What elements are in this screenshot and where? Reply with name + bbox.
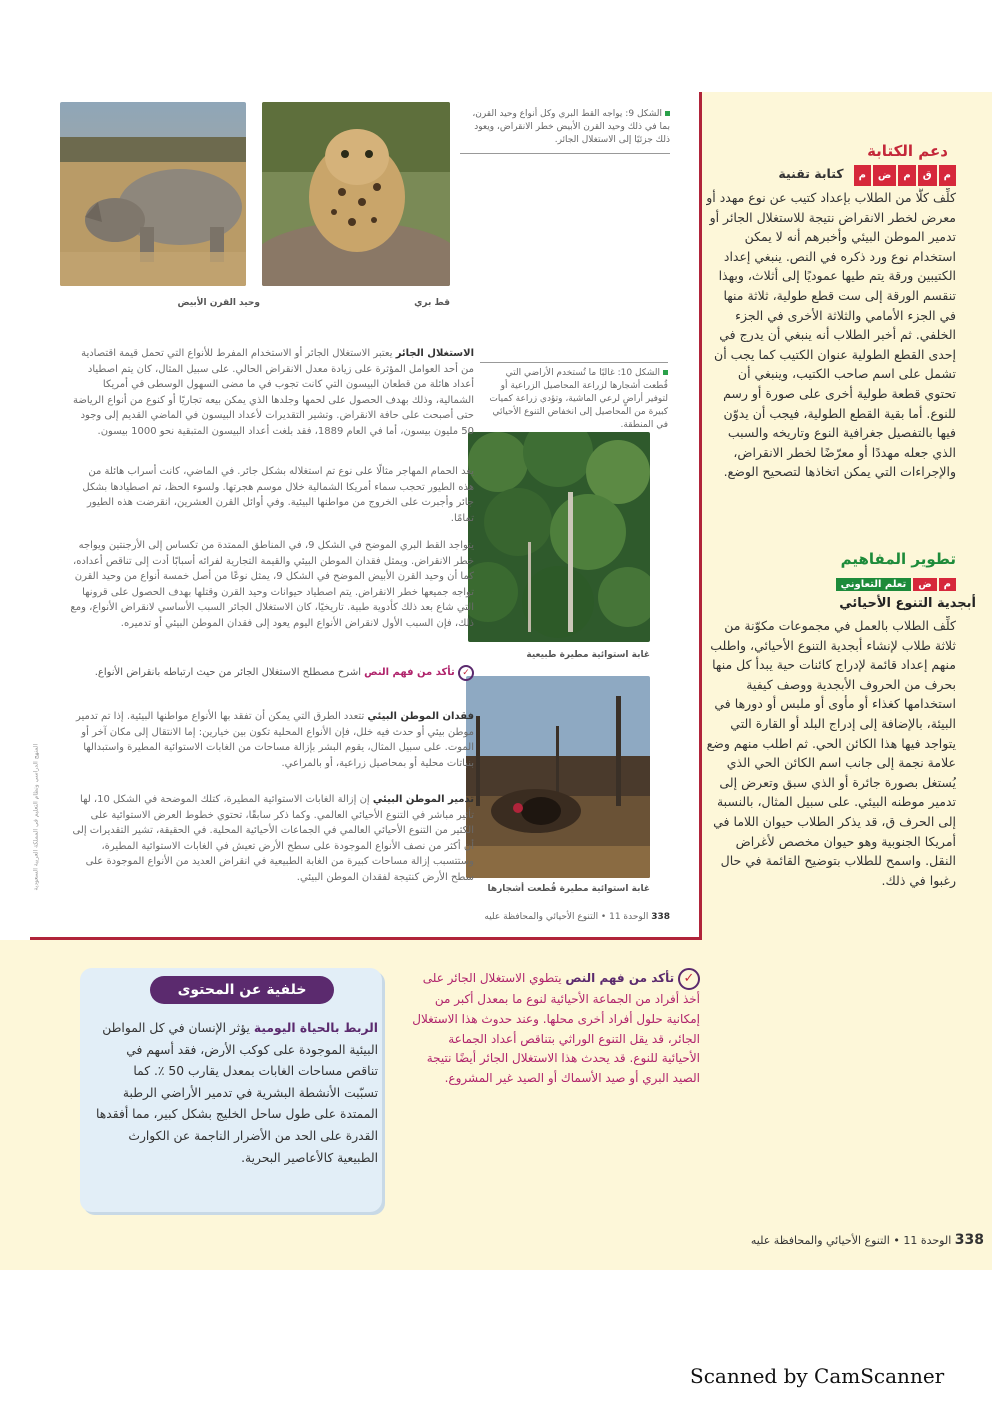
margin-print-note: المنهج الدراسي ونظام التعليم في المملكة العربية السعودية [32,743,40,891]
habitat-destruction-heading: تدمير الموطن البيئي [372,794,474,805]
writing-support-text: كلِّف كلًّا من الطلاب بإعداد كتيب عن نوع مهدد أو معرض لخطر الانقراض نتيجة للاستغلال الجائر أو تدمير الموطن البيئي وأخبرهم أنه لا يمكن استخدام نوع ورد ذكره في النص. ينبغي إعداد الكتيبين ورقة يتم طيها عموديًا إلى أثلاث، وبهذا تنقسم الورقة إلى ست قطع طولية، ثلاثة منها في الجزء الأمامي والثلاثة الأخرى في الجزء الخلفي. ثم أخبر الطلاب أنه ينبغي أن يدرج في إحدى القطع الطولية عنوان الكتيب كما يجب أن تشمل على اسم صاحب الكتيب، وينبغي أن تحتوي قطعة طولية أخرى على صورة أو رسم للنوع. أما بقية القطع الطولية، فيجب أن يدوّن فيها بالتفصيل جغرافية النوع وتاريخه والسبب الذي جعله مهددًا أو معرّضًا لخطر الانقراض، والإجراءات التي يمكن اتخاذها لتصحيح الوضع. [706,190,956,480]
tag-writing-0: م [939,165,956,186]
check-label: تأكد من فهم النص [364,667,455,678]
figure-marker-icon [663,370,668,375]
check-answer-block [410,968,700,1089]
content-background-box [80,968,382,1212]
writing-support-title: دعم الكتابة [867,142,948,160]
ocelot-label: قط بري [414,298,450,308]
content-background-text: الربط بالحياة اليومية يؤثر الإنسان في كل المواطن البيئية الموجودة على كوكب الأرض، فقد أسهم في تناقص مساحات الغابات بمعدل يقارب 50 ٪. كما تسبّبت الأنشطة البشرية في تدمير الأراضي الرطبة الممتدة على طول ساحل الخليج بشكل كبير، مما أفقدها القدرة على الحد من الأضرار الناجمة عن الكوارث الطبيعية كالأعاصير البحرية. [96,1021,378,1165]
check-answer: يتطوي الاستغلال الجائر على أخذ أفراد من الجماعة الأحيائية لنوع ما بمعدل أكبر من إمكانية حلول أفراد أخرى محلها. وعند حدوث هذا الاستغلال الجائر، قد يقل التنوع الوراثي بتناقص أعداد الجماعة الأحيائية للنوع. قد يحدث هذا الاستغلال الجائر أيضًا نتيجة الصيد البري أو صيد الأسماك أو الصيد غير المشروع. [412,971,700,1086]
habitat-loss-heading: فقدان الموطن البيئي [367,711,474,722]
bottom-footer [680,1232,984,1248]
textbook-page [30,92,702,940]
content-background-title: خلفية عن المحتوى [150,976,334,1004]
real-life-link: الربط بالحياة اليومية [253,1021,378,1035]
figure-10-caption: الشكل 10: غالبًا ما تُستخدم الأراضي التي قُطعت أشجارها لزراعة المحاصيل الزراعية أو لتوفير أراضٍ لرعي الماشية، وتؤدي زراعة كميات كبيرة من المحاصيل إلى انخفاض التنوع الأحيائي في المنطقة. [480,362,668,432]
concept-subtitle: أبجدية التنوع الأحيائي [839,596,976,611]
tag-writing-2: م [898,165,915,186]
writing-subtitle: كتابة تقنية [778,166,844,181]
concept-development-text: كلِّف الطلاب بالعمل في مجموعات مكوّنة من ثلاثة طلاب لإنشاء أبجدية التنوع الأحيائي، واطلب منهم إعداد قائمة لإدراج كائنات حية يبدأ كل منها بحرف من الحروف الأبجدية ووصف كيفية استخدامها كغذاء أو مأوى أو ملبس أو دورها في البيئة، بالإضافة إلى إدراج البلد أو القارة التي يتواجد فيها هذا الكائن الحي. ثم اطلب منهم وضع علامة نجمة إلى جانب اسم الكائن الحي الذي يُستغل بصورة جائرة أو الذي سبق وتعرض إلى تدمير موطنه البيئي. على سبيل المثال، بالنسبة إلى الحرف ق، قد يذكر الطلاب حيوان اللاما في أمريكا الجنوبية وهو حيوان مخصص لأغراض النقل. واسمح للطلاب بتوضيح القائمة في حال رغبوا في ذلك. [706,618,956,888]
deforested-photo [466,676,650,878]
tag-writing-3: ض [873,165,896,186]
tag-writing-4: م [854,165,871,186]
checkmark-icon: ✓ [678,968,700,990]
teacher-bottom-panel [0,940,992,1270]
habitat-destruction-section: تدمير الموطن البيئي إن إزالة الغابات الاستوائية المطيرة، كتلك الموضحة في الشكل 10، لها تأثير مباشر في التنوع الأحيائي العالمي. وكما ذكر سابقًا، تحتوي خطوط العرض الاستوائية على الكثير من التنوع الأحيائي العالمي في الجماعات الأحيائية المحلية. في الحقيقة، تشير التقديرات إلى أن أكثر من نصف الأنواع الموجودة على سطح الأرض تعيش في الغابات الاستوائية المطيرة، وستتسبب إزالة مساحات كبيرة من الغابة الطبيعية في انقراض العديد من الأنواع الموجودة على سطح الأرض كنتيجة لفقدان الموطن البيئي. [72,794,474,883]
rainforest-photo [468,432,650,642]
rhino-photo [60,102,246,286]
ocelot-rhino-paragraph: يتواجد القط البري الموضح في الشكل 9، في المناطق الممتدة من تكساس إلى الأرجنتين ويواجه خطر الانقراض. ويمثل فقدان الموطن البيئي والقيمة التجارية لفرائه أسبابًا أدت إلى تناقص أعداده، كما أن وحيد القرن الأبيض الموضح في الشكل 9، يمثل نوعًا من أصل خمسة أنواع من وحيد القرن تواجه جميعها خطر الانقراض. يتم اصطياد حيوانات وحيد القرن وقتلها بهدف الحصول على قرونها التي شاع بعد ذلك كأدوية طبية. تاريخيًا، كان الاستغلال الجائر السبب الأساسي لانقراض الأنواع، ومع ذلك، فإن السبب الأول لانقراض الأنواع اليوم يعود إلى فقدان الموطن البيئي أو تدميره. [70,540,474,629]
tag-concept-1: ض [913,578,936,591]
check-title: تأكد من فهم النص [565,971,675,985]
checkmark-icon: ✓ [458,665,474,681]
figure-9-caption: الشكل 9: يواجه القط البري وكل أنواع وحيد القرن، بما في ذلك وحيد القرن الأبيض خطر الانقراض، ويعود ذلك جزئيًا إلى الاستغلال الجائر. [460,108,670,154]
page-number: 338 [651,912,670,922]
check-question: ✓ تأكد من فهم النص اشرح مصطلح الاستغلال الجائر من حيث ارتباطه بانقراض الأنواع. [70,665,474,681]
ocelot-photo [262,102,450,286]
concept-tags-row [706,572,956,591]
writing-tags-row [706,164,956,186]
unit-label: الوحدة 11 • التنوع الأحيائي والمحافظة عليه [484,912,649,922]
tag-concept-0: م [939,578,956,591]
overexploitation-heading: الاستغلال الجائر [395,348,474,359]
unit-label: الوحدة 11 • التنوع الأحيائي والمحافظة عليه [750,1234,952,1247]
figure-marker-icon [665,111,670,116]
inner-footer [450,912,670,922]
tag-writing-1: ق [918,165,937,186]
teacher-sidebar [702,92,992,940]
passenger-pigeon-paragraph: يعد الحمام المهاجر مثالًا على نوع تم استغلاله بشكل جائر. في الماضي، كانت أسراب هائلة من هذه الطيور تحجب سماء أمريكا الشمالية خلال موسم هجرتها. ولسوء الحظ، تم اصطيادها بشكل جائر وأجبرت على الخروج من مواطنها البيئية. وفي أوائل القرن العشرين، انقرضت هذه الطيور تمامًا. [82,466,474,524]
rhino-label: وحيد القرن الأبيض [177,298,260,308]
concept-development-title: تطوير المفاهيم [840,550,956,568]
page-number: 338 [954,1232,984,1248]
overexploitation-section: الاستغلال الجائر يعتبر الاستغلال الجائر أو الاستخدام المفرط للأنواع التي تحمل قيمة اقتصادية من أحد العوامل المؤثرة على زيادة معدل الانقراض الحالي. على سبيل المثال، كان يتم اصطياد أعداد هائلة من قطعان البيسون التي كانت تجوب في ما مضى السهول الوسطى في أمريكا الشمالية، وذلك بهدف الحصول على لحمها وجلدها الذي يمكن بيعه تجاريًا أو كنوع من أنواع الرياضة حتى أصبحت على حافة الانقراض. وتشير التقديرات لأعداد البيسون في الماضي القديم إلى وجود 50 مليون بيسون، أما في العام 1889، فقد بلغت أعداد البيسون المتبقية نحو 1000 بيسون. [72,348,474,437]
tag-cooperative-learning: تعلم التعاوني [836,578,912,591]
habitat-loss-section: فقدان الموطن البيئي تتعدد الطرق التي يمكن أن تفقد بها الأنواع مواطنها البيئية. إذا تم تدمير موطن بيئي أو حدث فيه خلل، فإن الأنواع المحلية تكون بين خيارين: إما الانتقال إلى مكان آخر أو الموت. على سبيل المثال، يقوم البشر بإزالة مساحات من الغابات الاستوائية المطيرة واستبدالها بنباتات محلية أو بمحاصيل زراعية، أو بالمراعي. [75,711,474,769]
scanner-watermark: Scanned by CamScanner [690,1364,945,1388]
rainforest-label: غابة استوائية مطيرة طبيعية [526,650,650,660]
deforested-label: غابة استوائية مطيرة قُطعت أشجارها [487,884,650,894]
